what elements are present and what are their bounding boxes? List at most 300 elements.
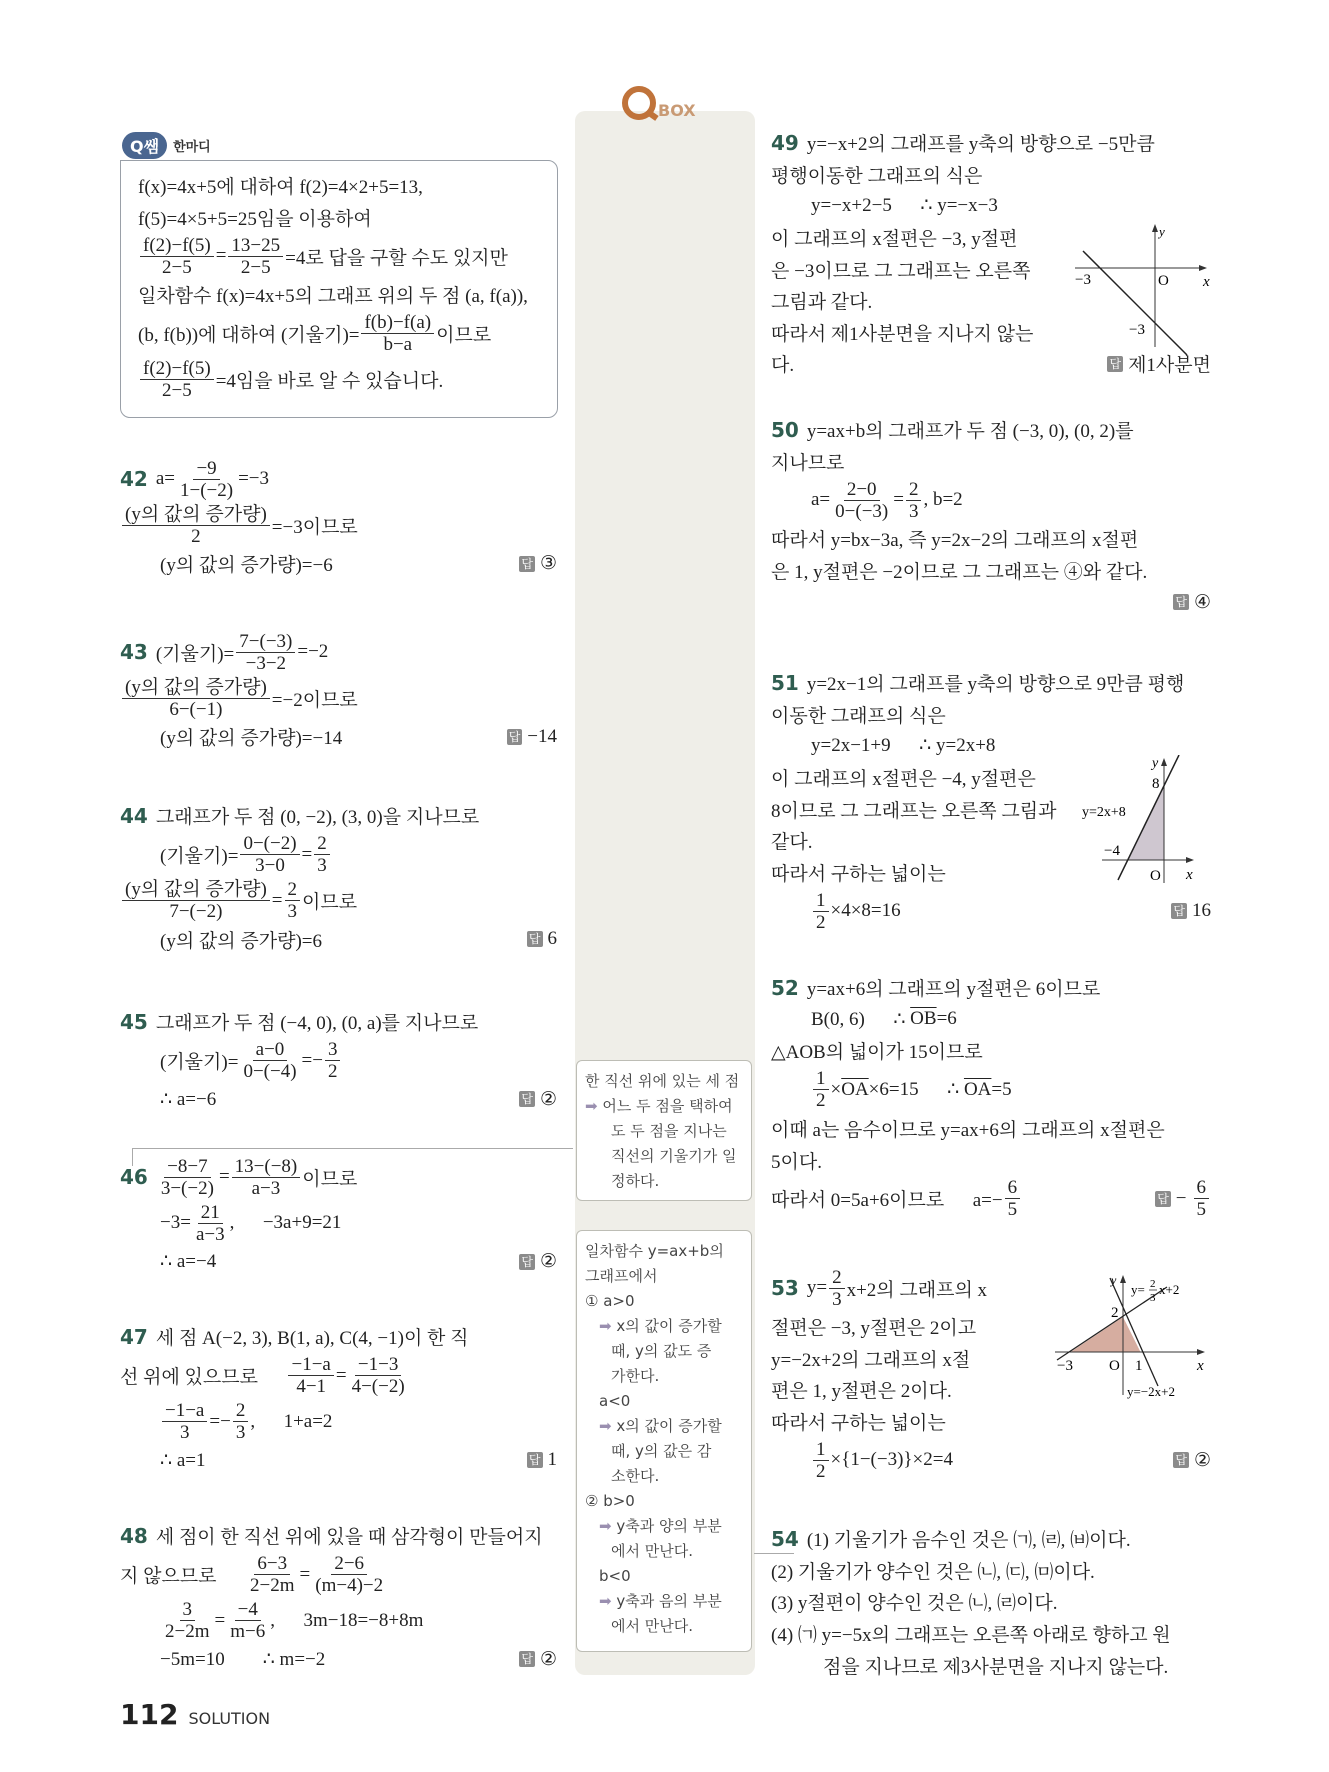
tip-line bbox=[585, 1339, 743, 1364]
fraction-numerator: f(b)−f(a) bbox=[361, 312, 434, 334]
solution-line bbox=[120, 1084, 557, 1116]
solution-line bbox=[120, 548, 557, 580]
text-run: =4임을 바로 알 수 있습니다. bbox=[215, 371, 444, 393]
fraction bbox=[247, 1553, 298, 1596]
solution-line bbox=[771, 190, 1211, 222]
answer-icon: 답 bbox=[1173, 904, 1185, 919]
problem-48 bbox=[120, 1520, 557, 1675]
x-intercept-label: 1 bbox=[1135, 1358, 1143, 1374]
tip-line bbox=[585, 1489, 743, 1514]
tip-line bbox=[585, 1144, 743, 1169]
fraction bbox=[312, 1553, 386, 1596]
fraction bbox=[240, 1039, 299, 1082]
solution-line bbox=[771, 1035, 1211, 1067]
text-run: =−2이므로 bbox=[271, 689, 358, 711]
problem-46 bbox=[120, 1154, 557, 1278]
text-run: ∴ a=−4 bbox=[160, 1251, 217, 1273]
text-run: 따라서 0=5a+6이므로 a=− bbox=[771, 1190, 1003, 1212]
equation-label-1-den: 3 bbox=[1150, 1292, 1156, 1304]
y-axis-arrow-icon bbox=[1161, 758, 1167, 766]
fraction-numerator: 2 bbox=[314, 833, 330, 855]
fraction-numerator: 2 bbox=[285, 879, 301, 901]
answer-icon: 답 bbox=[528, 932, 541, 947]
text-run: =−3이므로 bbox=[271, 516, 358, 538]
text-run: ② bbox=[539, 1648, 557, 1670]
answer bbox=[519, 552, 557, 575]
text-run: (y의 값의 증가량)=−6 bbox=[160, 555, 333, 577]
tip-text: 에서 만난다. bbox=[611, 1617, 693, 1635]
y-intercept-label: 8 bbox=[1152, 776, 1160, 792]
text-run: = bbox=[301, 843, 313, 865]
solution-line bbox=[771, 127, 1211, 159]
text-run: (기울기)= bbox=[160, 846, 239, 868]
fraction bbox=[233, 1400, 249, 1443]
qbox-logo bbox=[622, 86, 696, 120]
fraction-denominator: 4−(−2) bbox=[351, 1376, 405, 1398]
fraction-numerator: (y의 값의 증가량) bbox=[122, 879, 270, 901]
text-run: = bbox=[271, 889, 283, 911]
text-run: ×4×8=16 bbox=[830, 900, 982, 922]
solution-line bbox=[120, 675, 557, 721]
text-run: y=2x−1의 그래프를 y축의 방향으로 9만큼 평행 bbox=[806, 674, 1185, 696]
tip-text: 때, y의 값도 증 bbox=[611, 1342, 712, 1360]
solution-line bbox=[138, 170, 558, 202]
answer bbox=[519, 1648, 557, 1671]
fraction-numerator: 0−(−2) bbox=[240, 833, 299, 855]
fraction bbox=[349, 1354, 408, 1397]
solution-line bbox=[120, 832, 557, 878]
arrow-right-icon: ➡ bbox=[599, 1592, 612, 1610]
text-run: 따라서 제1사분면을 지나지 않는 bbox=[771, 323, 1034, 345]
text-run: (b, f(b))에 대하여 (기울기)= bbox=[138, 325, 360, 347]
y-axis-arrow-icon bbox=[1152, 224, 1158, 232]
fraction bbox=[361, 312, 434, 355]
answer-icon: 답 bbox=[521, 1652, 533, 1667]
problem-52 bbox=[771, 972, 1211, 1222]
tip-line bbox=[585, 1069, 743, 1094]
fraction-denominator: 2−5 bbox=[240, 256, 271, 278]
text-run: ∴ a=−6 bbox=[160, 1088, 217, 1110]
text-run: x+2의 그래프의 x bbox=[846, 1279, 988, 1301]
solution-line bbox=[120, 1200, 557, 1246]
fraction-numerator: 1 bbox=[813, 1068, 829, 1090]
text-run: , −3a+9=21 bbox=[229, 1212, 342, 1233]
fraction bbox=[227, 1599, 268, 1642]
text-run: ∴ a=1 bbox=[160, 1449, 206, 1471]
text-run: a= bbox=[155, 468, 175, 489]
fraction-denominator: (m−4)−2 bbox=[315, 1575, 384, 1597]
text-run: 따라서 y=bx−3a, 즉 y=2x−2의 그래프의 x절편 bbox=[771, 530, 1139, 552]
fraction-numerator: 2−0 bbox=[844, 479, 880, 501]
tip-line bbox=[585, 1589, 743, 1614]
fraction bbox=[122, 504, 270, 547]
qbox-label: BOX bbox=[658, 101, 696, 120]
solution-line bbox=[138, 202, 558, 234]
tip-line bbox=[585, 1169, 743, 1194]
fraction-denominator: 3−(−2) bbox=[160, 1177, 214, 1199]
fraction-denominator: 3 bbox=[908, 500, 919, 522]
fraction-numerator: −4 bbox=[235, 1599, 261, 1621]
text-run: y=−x+2의 그래프를 y축의 방향으로 −5만큼 bbox=[806, 134, 1155, 156]
fraction-denominator: 2 bbox=[816, 911, 826, 933]
fraction-denominator: 5 bbox=[1007, 1199, 1018, 1221]
fraction-numerator: (y의 값의 증가량) bbox=[122, 504, 270, 526]
y-axis-label: y bbox=[1111, 1273, 1117, 1287]
equation-label-1: y= bbox=[1131, 1282, 1145, 1297]
equation-label: y=2x+8 bbox=[1082, 805, 1126, 820]
fraction-numerator: 7−(−3) bbox=[236, 631, 295, 653]
solution-line bbox=[138, 357, 558, 403]
fraction-numerator: 21 bbox=[198, 1202, 223, 1224]
tip-line bbox=[585, 1539, 743, 1564]
answer-icon: 답 bbox=[508, 729, 521, 744]
footer-label: SOLUTION bbox=[188, 1709, 271, 1728]
problem-number: 52 bbox=[771, 975, 799, 1000]
problem-42 bbox=[120, 456, 557, 580]
page-footer bbox=[120, 1698, 270, 1731]
problem-number: 44 bbox=[120, 803, 148, 828]
graph-53 bbox=[1045, 1270, 1220, 1410]
segment-label: $\overline{OA}$ bbox=[841, 1078, 869, 1100]
tip-text: 소한다. bbox=[611, 1467, 660, 1485]
fraction-denominator: 3 bbox=[832, 1288, 842, 1310]
y-axis-label: y bbox=[1152, 756, 1159, 771]
problem-44 bbox=[120, 800, 557, 955]
fraction bbox=[122, 677, 270, 720]
fraction bbox=[158, 1156, 217, 1199]
text-run: 이동한 그래프의 식은 bbox=[771, 705, 946, 727]
text-run: 평행이동한 그래프의 식은 bbox=[771, 165, 983, 187]
text-run: 같다. bbox=[771, 832, 813, 854]
fraction-numerator: 3 bbox=[180, 1599, 196, 1621]
origin-label: O bbox=[1109, 1358, 1120, 1374]
text-run: ② bbox=[1193, 1449, 1211, 1471]
fraction bbox=[177, 458, 236, 501]
answer bbox=[1173, 1449, 1211, 1472]
text-run: −5m=10 ∴ m=−2 bbox=[160, 1648, 326, 1670]
solution-line bbox=[120, 629, 557, 675]
fraction bbox=[236, 631, 295, 674]
graph-line bbox=[1118, 755, 1179, 880]
text-run: 은 −3이므로 그 그래프는 오른쪽 bbox=[771, 260, 1031, 282]
y-intercept-label: 2 bbox=[1111, 1305, 1119, 1321]
text-run: 8이므로 그 그래프는 오른쪽 그림과 bbox=[771, 800, 1057, 822]
arrow-right-icon: ➡ bbox=[585, 1097, 598, 1115]
fraction-denominator: 3 bbox=[235, 1422, 246, 1444]
fraction-denominator: 5 bbox=[1196, 1199, 1206, 1221]
problem-number: 47 bbox=[120, 1324, 148, 1349]
solution-line bbox=[771, 1004, 1211, 1036]
text-run: y=ax+b의 그래프가 두 점 (−3, 0), (0, 2)를 bbox=[806, 421, 1134, 443]
text-run: y=ax+6의 그래프의 y절편은 6이므로 bbox=[806, 979, 1101, 1001]
text-run: 그래프가 두 점 (−4, 0), (0, a)를 지나므로 bbox=[155, 1013, 479, 1035]
text-run: 1 bbox=[547, 1449, 557, 1471]
origin-label: O bbox=[1158, 273, 1169, 289]
fraction-numerator: (y의 값의 증가량) bbox=[122, 677, 270, 699]
tip-text: b<0 bbox=[599, 1567, 631, 1585]
x-intercept-label: −3 bbox=[1075, 272, 1091, 288]
fraction bbox=[232, 1156, 301, 1199]
text-run: =−2 bbox=[297, 641, 329, 662]
solution-line bbox=[771, 1649, 1211, 1681]
y-axis-arrow-icon bbox=[1120, 1275, 1126, 1283]
problem-number: 49 bbox=[771, 130, 799, 155]
problem-43 bbox=[120, 629, 557, 753]
qssam-label: 한마디 bbox=[173, 140, 211, 155]
fraction-denominator: 1−(−2) bbox=[180, 479, 234, 501]
y-intercept-label: −3 bbox=[1129, 322, 1145, 338]
fraction bbox=[285, 879, 301, 922]
tip-text: a<0 bbox=[599, 1392, 631, 1410]
tip-text: y축과 양의 부분 bbox=[616, 1517, 722, 1535]
solution-line bbox=[120, 1399, 557, 1445]
solution-line bbox=[771, 1067, 1211, 1113]
text-run: f(5)=4×5+5=25임을 이용하여 bbox=[138, 208, 372, 230]
answer bbox=[519, 1250, 557, 1273]
problem-number: 43 bbox=[120, 640, 148, 664]
text-run: ② bbox=[539, 1251, 557, 1273]
text-run: 다. bbox=[771, 355, 937, 377]
text-run: 이므로 bbox=[302, 892, 358, 914]
fraction-numerator: −1−3 bbox=[355, 1354, 401, 1376]
fraction-numerator: 6−3 bbox=[254, 1553, 290, 1575]
text-run: ③ bbox=[539, 553, 557, 575]
tip-text: 가한다. bbox=[611, 1367, 660, 1385]
tip-text: x의 값이 증가할 bbox=[616, 1417, 722, 1435]
text-run: 이므로 bbox=[302, 1168, 358, 1190]
solution-line bbox=[771, 523, 1211, 555]
tip-text: 도 두 점을 지나는 bbox=[611, 1122, 727, 1140]
fraction-denominator: 2−2m bbox=[250, 1575, 295, 1597]
tip-line bbox=[585, 1514, 743, 1539]
text-run: 절편은 −3, y절편은 2이고 bbox=[771, 1318, 977, 1340]
solution-line bbox=[120, 1006, 557, 1038]
text-run: f(x)=4x+5에 대하여 f(2)=4×2+5=13, bbox=[138, 177, 423, 199]
x-axis-arrow-icon bbox=[1199, 265, 1207, 271]
problem-number: 53 bbox=[771, 1276, 799, 1300]
text-run: (2) 기울기가 양수인 것은 ㈁, ㈂, ㈄이다. bbox=[771, 1561, 1095, 1583]
fraction bbox=[162, 1400, 207, 1443]
arrow-right-icon: ➡ bbox=[599, 1317, 612, 1335]
fraction bbox=[228, 235, 283, 278]
fraction-denominator: 2−5 bbox=[161, 256, 192, 278]
solution-line bbox=[120, 1644, 557, 1676]
text-run: 편은 1, y절편은 2이다. bbox=[771, 1381, 952, 1403]
equation-label-1-num: 2 bbox=[1150, 1278, 1156, 1290]
tip-text: 에서 만난다. bbox=[611, 1542, 693, 1560]
fraction bbox=[288, 1354, 333, 1397]
fraction-numerator: 2−6 bbox=[331, 1553, 367, 1575]
solution-line bbox=[120, 878, 557, 924]
fraction-numerator: 2 bbox=[906, 479, 922, 501]
text-run: (3) y절편이 양수인 것은 ㈁, ㈃이다. bbox=[771, 1593, 1058, 1615]
solution-line bbox=[120, 1353, 557, 1399]
fraction-denominator: 0−(−3) bbox=[835, 500, 889, 522]
text-run: 이므로 bbox=[436, 325, 492, 347]
tip-line bbox=[585, 1094, 743, 1119]
tip-text: ② b>0 bbox=[585, 1492, 635, 1510]
tip-line bbox=[585, 1564, 743, 1589]
answer bbox=[527, 928, 557, 950]
fraction bbox=[162, 1599, 213, 1642]
tip-line bbox=[585, 1314, 743, 1339]
fraction bbox=[829, 1267, 845, 1310]
answer-icon: 답 bbox=[1175, 595, 1187, 610]
solution-line bbox=[771, 1144, 1211, 1176]
qssam-badge: Q쌤 bbox=[122, 132, 167, 159]
connector-line bbox=[132, 1148, 573, 1149]
fraction-denominator: 2 bbox=[191, 525, 201, 547]
tip-line bbox=[585, 1264, 743, 1289]
text-run: 이 그래프의 x절편은 −4, y절편은 bbox=[771, 769, 1036, 791]
text-run: = bbox=[218, 1166, 230, 1187]
solution-line bbox=[771, 1523, 1211, 1555]
text-run: 제1사분면 bbox=[1128, 355, 1211, 377]
fraction bbox=[140, 358, 214, 401]
answer-icon: 답 bbox=[521, 1254, 533, 1269]
solution-line bbox=[771, 586, 1211, 618]
answer bbox=[519, 1088, 557, 1111]
fraction-denominator: 2−2m bbox=[165, 1621, 210, 1643]
text-run: , 3m−18=−8+8m bbox=[270, 1609, 424, 1631]
text-run: (y의 값의 증가량)=6 bbox=[160, 930, 322, 952]
problem-54 bbox=[771, 1523, 1211, 1681]
text-run: (4) ㈀ y=−5x의 그래프는 오른쪽 아래로 향하고 원 bbox=[771, 1625, 1171, 1647]
solution-line bbox=[771, 477, 1211, 523]
fraction-numerator: −8−7 bbox=[164, 1156, 210, 1178]
solution-line bbox=[771, 1113, 1211, 1145]
equation-label-1-tail: x+2 bbox=[1159, 1282, 1180, 1297]
text-run: ④ bbox=[1193, 591, 1211, 613]
solution-line bbox=[771, 1586, 1211, 1618]
answer-icon: 답 bbox=[528, 1453, 541, 1468]
text-run: = bbox=[893, 489, 904, 511]
text-run: = bbox=[335, 1364, 347, 1386]
tip-text: 일차함수 y=ax+b의 bbox=[585, 1242, 724, 1260]
fraction bbox=[1005, 1177, 1021, 1220]
fraction-numerator: 1 bbox=[813, 1439, 829, 1461]
solution-line bbox=[771, 555, 1211, 587]
solution-line bbox=[771, 1437, 1211, 1483]
text-run: (y의 값의 증가량)=−14 bbox=[160, 728, 343, 750]
solution-line bbox=[771, 888, 1211, 934]
answer-icon: 답 bbox=[1109, 356, 1122, 371]
solution-line bbox=[771, 414, 1211, 446]
fraction-numerator: 6 bbox=[1005, 1177, 1021, 1199]
text-run: 5이다. bbox=[771, 1151, 822, 1173]
text-run: (기울기)= bbox=[155, 643, 235, 665]
graph-line bbox=[1083, 251, 1187, 355]
problem-number: 46 bbox=[120, 1165, 148, 1189]
x-axis-label: x bbox=[1186, 867, 1193, 883]
text-run: , b=2 bbox=[923, 489, 963, 511]
problem-number: 42 bbox=[120, 467, 148, 491]
answer bbox=[1155, 1177, 1211, 1220]
solution-line bbox=[120, 1598, 557, 1644]
origin-label: O bbox=[1150, 868, 1161, 884]
text-run: × bbox=[830, 1078, 842, 1100]
x-axis-label: x bbox=[1203, 274, 1210, 290]
fraction-denominator: 2 bbox=[816, 1460, 826, 1482]
solution-line bbox=[120, 1445, 557, 1477]
text-run: 따라서 구하는 넓이는 bbox=[771, 1413, 946, 1435]
text-run: y= bbox=[806, 1277, 828, 1298]
text-run: , 1+a=2 bbox=[250, 1410, 333, 1432]
fraction-numerator: 6 bbox=[1194, 1177, 1210, 1199]
fraction-denominator: 4−1 bbox=[296, 1376, 327, 1398]
solution-line bbox=[138, 233, 558, 279]
fraction-denominator: 3 bbox=[179, 1422, 190, 1444]
fraction-denominator: 6−(−1) bbox=[169, 698, 223, 720]
x-intercept-label: −4 bbox=[1104, 843, 1120, 859]
text-run: 점을 지나므로 제3사분면을 지나지 않는다. bbox=[823, 1656, 1169, 1678]
problem-number: 51 bbox=[771, 670, 799, 695]
fraction bbox=[240, 833, 299, 876]
tip-text: 직선의 기울기가 일 bbox=[611, 1147, 737, 1165]
text-run: 그래프가 두 점 (0, −2), (3, 0)을 지나므로 bbox=[155, 807, 480, 829]
solution-line bbox=[771, 1555, 1211, 1587]
fraction bbox=[832, 479, 891, 522]
fraction-numerator: −1−a bbox=[288, 1354, 333, 1376]
note-text bbox=[138, 170, 558, 403]
text-run: 지나므로 bbox=[771, 452, 845, 474]
tip-text: x의 값이 증가할 bbox=[616, 1317, 722, 1335]
solution-line bbox=[120, 1246, 557, 1278]
fraction-denominator: 3 bbox=[317, 855, 327, 877]
text-run: =5 bbox=[991, 1078, 1012, 1100]
fraction bbox=[813, 890, 829, 933]
solution-line bbox=[771, 667, 1211, 699]
solution-line bbox=[771, 1618, 1211, 1650]
fraction-denominator: 2 bbox=[327, 1061, 338, 1083]
tip-box-linear-function bbox=[576, 1230, 752, 1652]
fraction-denominator: 7−(−2) bbox=[169, 901, 223, 923]
fraction-numerator: 3 bbox=[325, 1039, 341, 1061]
tip-box-collinear bbox=[576, 1060, 752, 1201]
x-axis-arrow-icon bbox=[1186, 857, 1194, 863]
x-axis-arrow-icon bbox=[1197, 1349, 1205, 1355]
tip-line bbox=[585, 1119, 743, 1144]
fraction-denominator: 3−0 bbox=[255, 855, 285, 877]
tip-text: ① a>0 bbox=[585, 1292, 635, 1310]
text-run: 16 bbox=[1192, 900, 1211, 922]
tip-text: 때, y의 값은 감 bbox=[611, 1442, 712, 1460]
tip-line bbox=[585, 1364, 743, 1389]
x-axis-label: x bbox=[1197, 1358, 1204, 1374]
text-run: = bbox=[214, 1609, 226, 1631]
problem-number: 45 bbox=[120, 1009, 148, 1034]
problem-45 bbox=[120, 1006, 557, 1115]
solution-line bbox=[120, 1321, 557, 1353]
text-run: 세 점이 한 직선 위에 있을 때 삼각형이 만들어지 bbox=[155, 1527, 543, 1549]
problem-number: 54 bbox=[771, 1526, 799, 1551]
tip-text: 그래프에서 bbox=[585, 1267, 658, 1285]
fraction-numerator: −1−a bbox=[162, 1400, 207, 1422]
text-run: −14 bbox=[527, 725, 557, 747]
fraction-numerator: f(2)−f(5) bbox=[140, 358, 214, 380]
equation-label-2: y=−2x+2 bbox=[1127, 1384, 1175, 1399]
segment-label: $\overline{OB}$ bbox=[910, 1008, 937, 1030]
text-run: = bbox=[215, 245, 227, 267]
answer bbox=[527, 1449, 557, 1471]
tip-line bbox=[585, 1614, 743, 1639]
answer bbox=[1173, 591, 1211, 614]
fraction bbox=[906, 479, 922, 522]
text-run: 이때 a는 음수이므로 y=ax+6의 그래프의 x절편은 bbox=[771, 1120, 1165, 1142]
solution-line bbox=[771, 159, 1211, 191]
solution-line bbox=[120, 502, 557, 548]
x-intercept-label: −3 bbox=[1057, 1358, 1073, 1374]
